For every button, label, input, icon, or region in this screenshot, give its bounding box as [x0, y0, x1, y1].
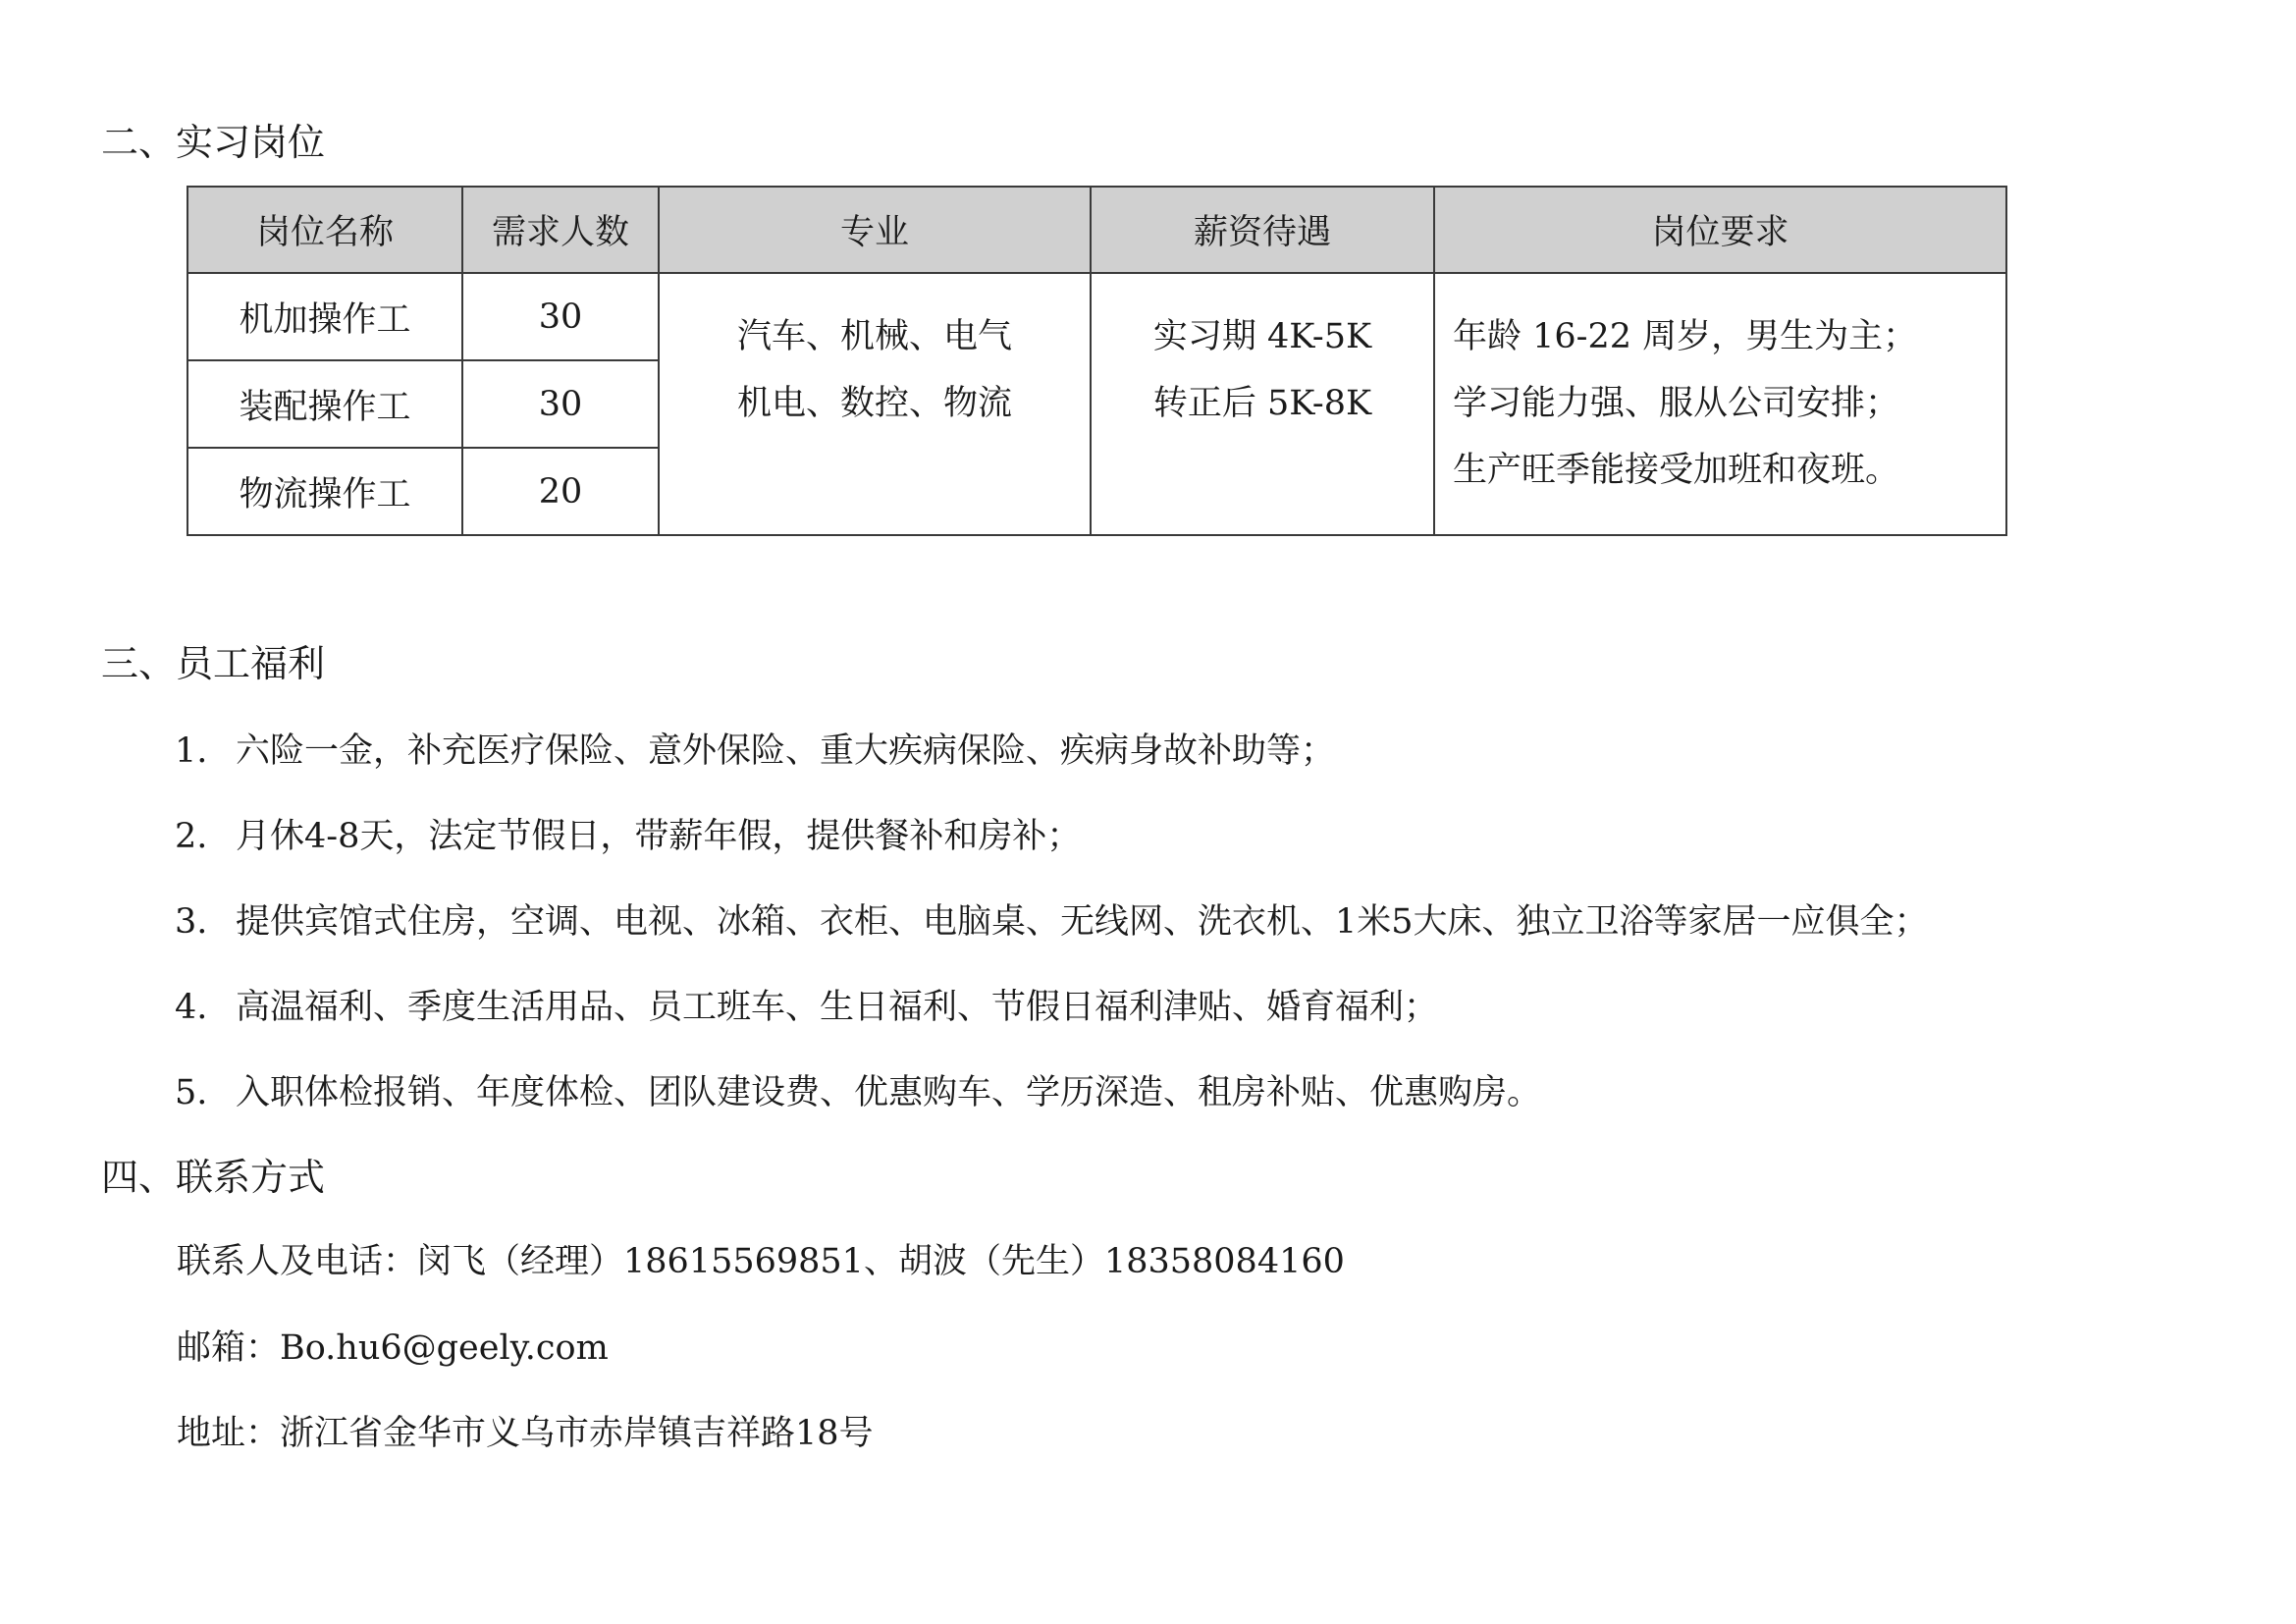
headcount: 30: [462, 273, 659, 360]
section-title-contact: 四、联系方式: [101, 1156, 326, 1199]
benefit-text: 提供宾馆式住房，空调、电视、冰箱、衣柜、电脑桌、无线网、洗衣机、1米5大床、独立卫浴等家居一应俱全；: [236, 902, 1929, 942]
benefit-text: 月休4-8天，法定节假日，带薪年假，提供餐补和房补；: [236, 817, 1082, 856]
requirement-line: 生产旺季能接受加班和夜班。: [1453, 451, 1900, 490]
benefit-item: [175, 814, 1081, 859]
benefit-text: 高温福利、季度生活用品、员工班车、生日福利、节假日福利津贴、婚育福利；: [236, 988, 1439, 1027]
header-position-name: 岗位名称: [187, 187, 462, 273]
major-line: 机电、数控、物流: [736, 384, 1012, 423]
requirements-cell: [1434, 273, 2006, 535]
benefit-item: [175, 899, 1929, 945]
benefit-number: 4.: [175, 988, 208, 1027]
benefit-number: 3.: [175, 902, 208, 942]
position-name: 机加操作工: [187, 273, 462, 360]
benefit-text: 六险一金，补充医疗保险、意外保险、重大疾病保险、疾病身故补助等；: [236, 731, 1336, 771]
benefit-text: 入职体检报销、年度体检、团队建设费、优惠购车、学历深造、租房补贴、优惠购房。: [236, 1073, 1542, 1112]
table-row: [187, 273, 2006, 360]
requirement-line: 年龄 16-22 周岁，男生为主；: [1453, 317, 1918, 356]
header-salary: 薪资待遇: [1091, 187, 1434, 273]
requirement-line: 学习能力强、服从公司安排；: [1453, 384, 1900, 423]
headcount: 20: [462, 448, 659, 535]
header-major: 专业: [659, 187, 1091, 273]
table-header-row: [187, 187, 2006, 273]
headcount: 30: [462, 360, 659, 448]
benefit-number: 5.: [175, 1073, 208, 1112]
major-line: 汽车、机械、电气: [736, 317, 1012, 356]
benefit-item: [175, 1070, 1541, 1115]
salary-line: 转正后 5K-8K: [1152, 384, 1372, 423]
section-title-internship: 二、实习岗位: [101, 121, 326, 164]
benefit-number: 2.: [175, 817, 208, 856]
salary-line: 实习期 4K-5K: [1152, 317, 1372, 356]
benefit-item: [175, 985, 1438, 1030]
contact-email: 邮箱：Bo.hu6@geely.com: [177, 1328, 609, 1368]
position-name: 物流操作工: [187, 448, 462, 535]
section-title-benefits: 三、员工福利: [101, 642, 326, 685]
contact-phone: 联系人及电话：闵飞（经理）18615569851、胡波（先生）18358084160: [177, 1242, 1345, 1281]
benefit-number: 1.: [175, 731, 208, 771]
position-name: 装配操作工: [187, 360, 462, 448]
header-headcount: 需求人数: [462, 187, 659, 273]
internship-table: [187, 186, 2007, 536]
salary-cell: [1091, 273, 1434, 535]
contact-address: 地址：浙江省金华市义乌市赤岸镇吉祥路18号: [177, 1414, 874, 1453]
header-requirements: 岗位要求: [1434, 187, 2006, 273]
major-cell: [659, 273, 1091, 535]
benefit-item: [175, 729, 1335, 774]
